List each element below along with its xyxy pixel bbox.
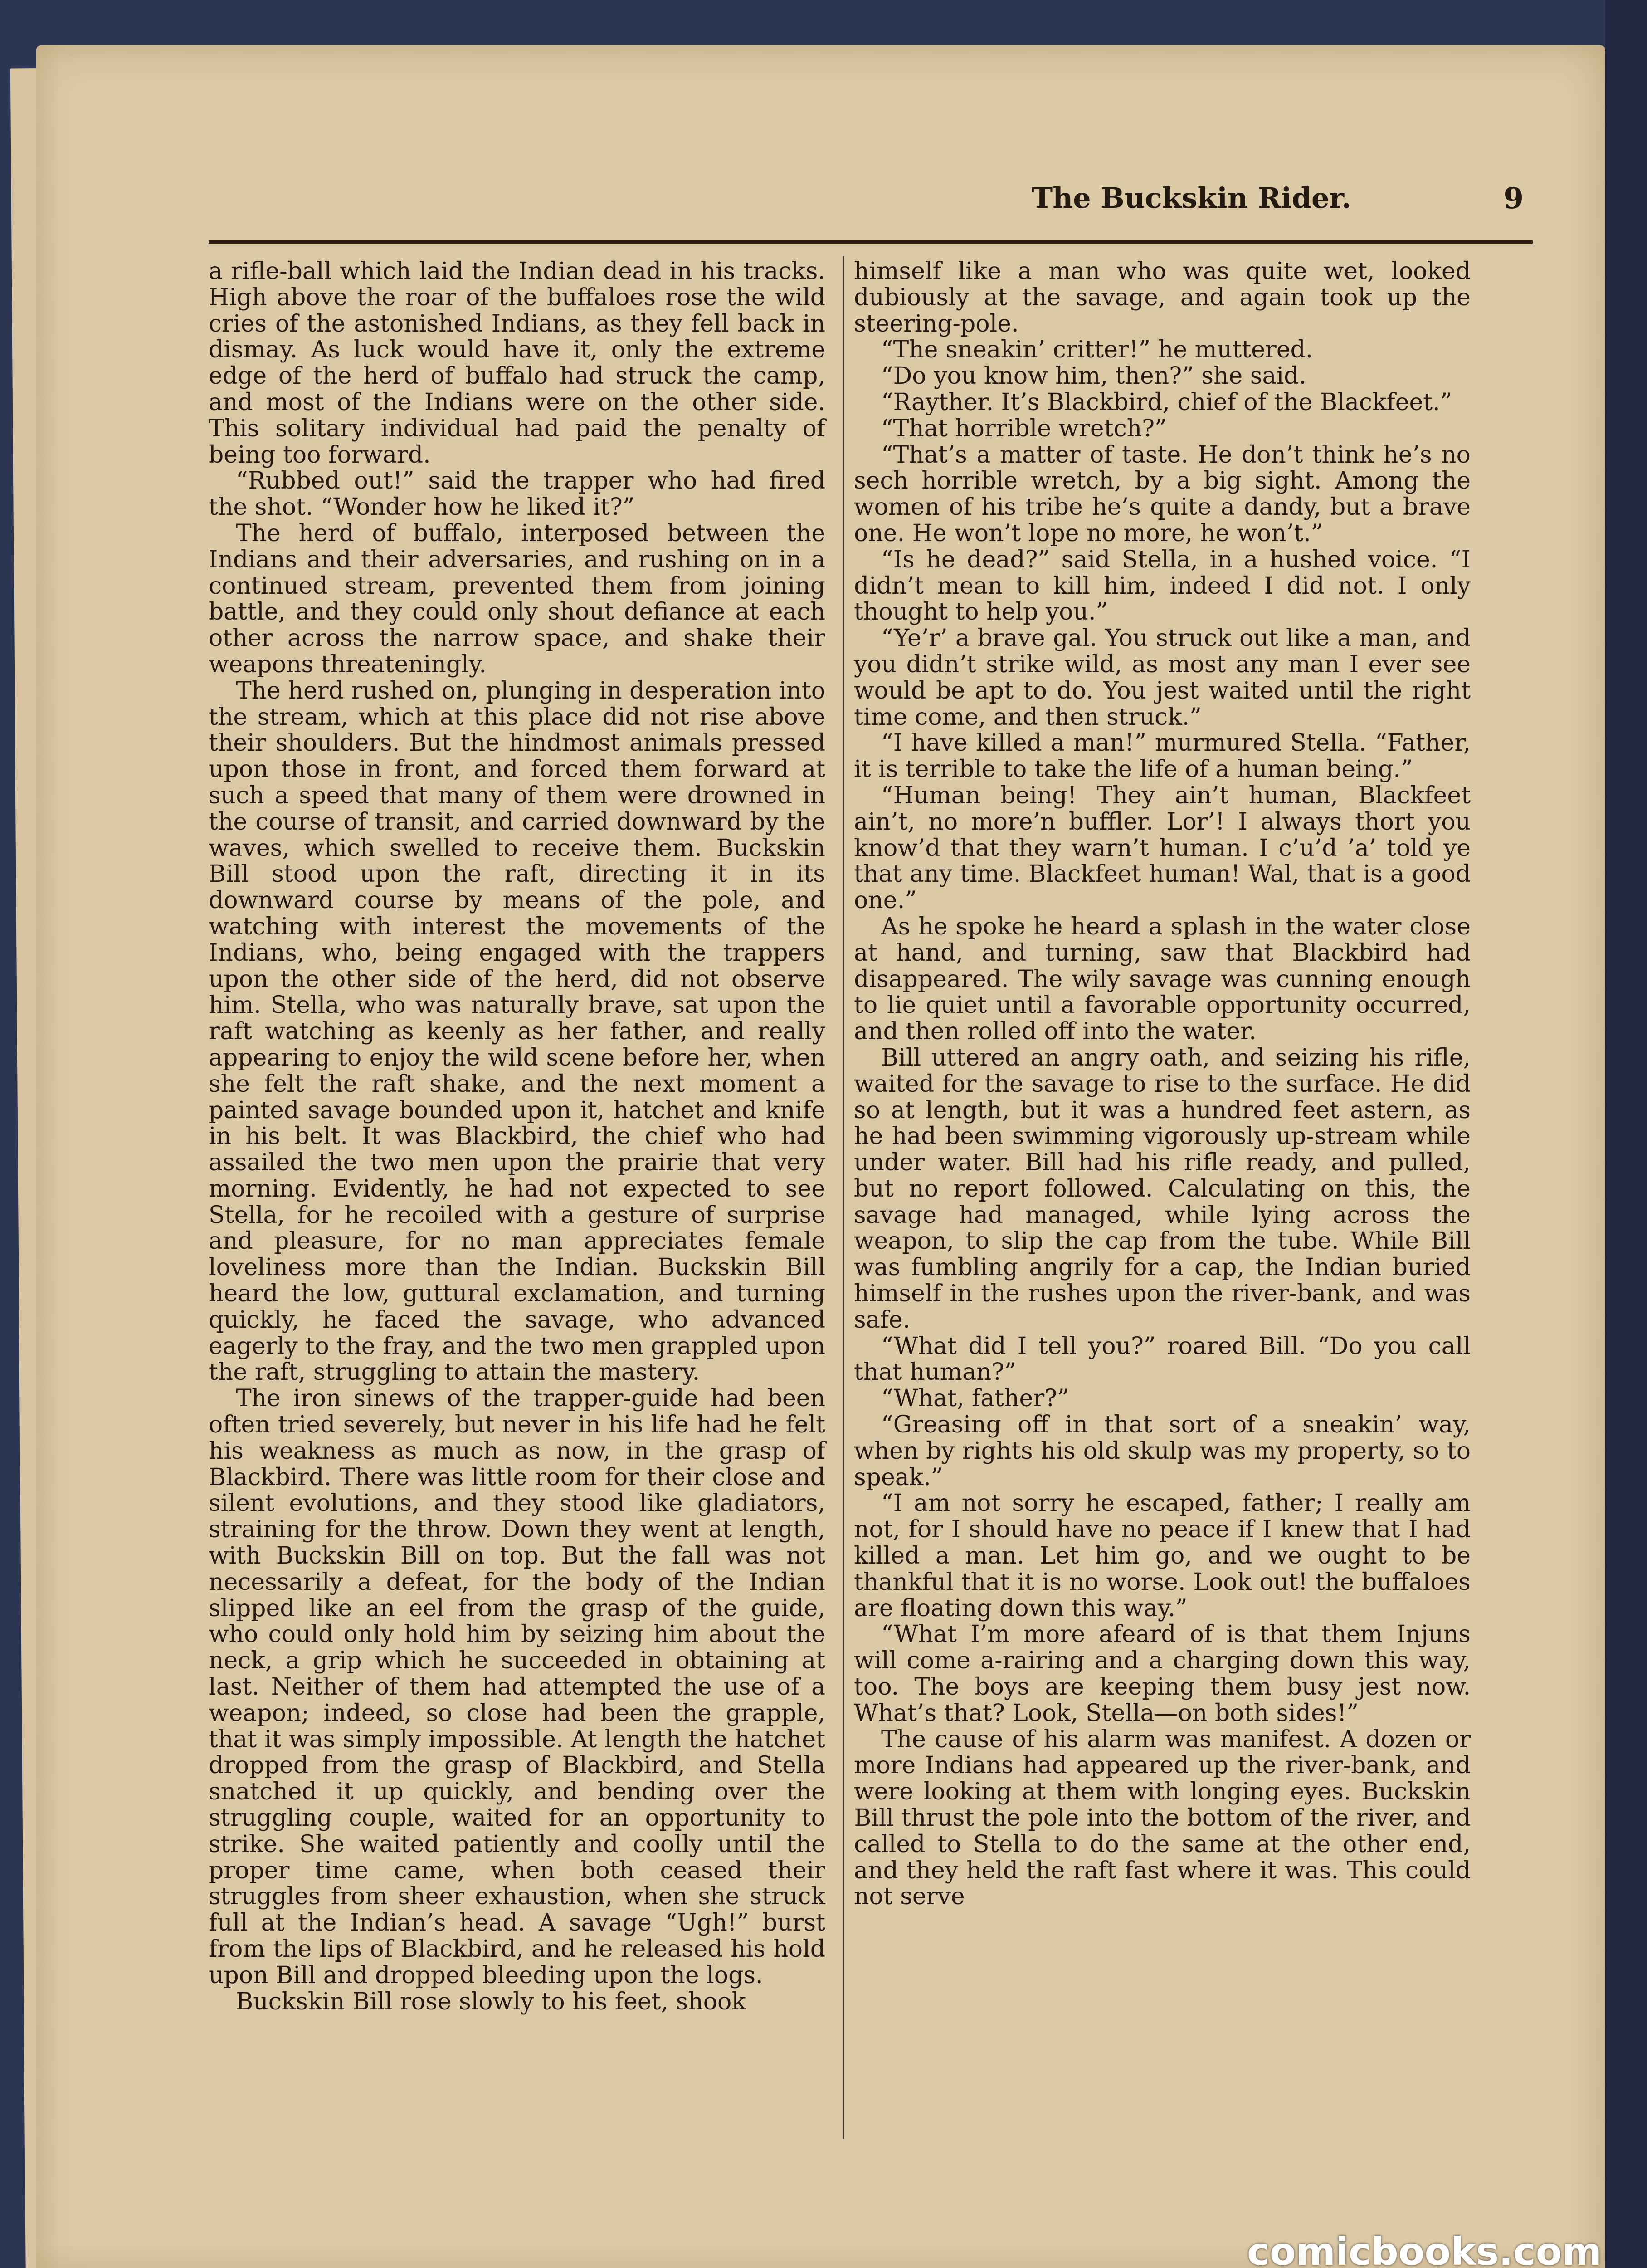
paragraph: “Is he dead?” said Stella, in a hushed voice. “I didn’t mean to kill him, indeed I did not. I only thought to help you.” [854, 546, 1471, 626]
paragraph: “That’s a matter of taste. He don’t think he’s no sech horrible wretch, by a big sight. Among the women of his tribe he’s quite a dandy, but a brave one. He won’t lope no more, he won’t.” [854, 441, 1471, 547]
paragraph: “What did I tell you?” roared Bill. “Do you call that human?” [854, 1332, 1471, 1386]
paragraph: “Do you know him, then?” she said. [881, 362, 1306, 390]
paragraph: “Greasing off in that sort of a sneakin’ way, when by rights his old skulp was my property, so to speak.” [854, 1411, 1471, 1491]
paragraph: As he spoke he heard a splash in the water close at hand, and turning, saw that Blackbird had disappeared. The wily savage was cunning enough to lie quiet until a favorable opportunity occurred, and then rolled off into the water. [854, 913, 1471, 1046]
watermark: comicbooks.com [1247, 2229, 1602, 2268]
paragraph: The herd of buffalo, interposed between the Indians and their adversaries, and rushing on in a continued stream, prevented them from joining battle, and they could only shout defiance at each other across the narrow space, and shake their weapons threateningly. [209, 519, 825, 678]
page-number: 9 [1503, 181, 1524, 215]
paragraph: “I am not sorry he escaped, father; I really am not, for I should have no peace if I knew that I had killed a man. Let him go, and we ought to be thankful that it is no worse. Look out! the buffaloes are floating down this way.” [854, 1490, 1471, 1622]
paragraph: “That horrible wretch?” [881, 415, 1167, 442]
text-column-right [854, 259, 1471, 1910]
paragraph: “What, father?” [881, 1385, 1069, 1413]
paragraph: “The sneakin’ critter!” he muttered. [881, 336, 1313, 364]
text-column-left [209, 259, 825, 2015]
paragraph: “I have killed a man!” murmured Stella. “Father, it is terrible to take the life of a human being.” [854, 729, 1471, 783]
paragraph: The iron sinews of the trapper-guide had been often tried severely, but never in his life had he felt his weakness as much as now, in the grasp of Blackbird. There was little room for their close and silent evolutions, and they stood like gladiators, straining for the throw. Down they went at length, with Buckskin Bill on top. But the fall was not necessarily a defeat, for the body of the Indian slipped like an eel from the grasp of the guide, who could only hold him by seizing him about the neck, a grip which he succeeded in obtaining at last. Neither of them had attempted the use of a weapon; indeed, so close had been the grapple, that it was simply impossible. At length the hatchet dropped from the grasp of Blackbird, and Stella snatched it up quickly, and bending over the struggling couple, waited for an opportunity to strike. She waited patiently and coolly until the proper time came, when both ceased their struggles from sheer exhaustion, when she struck full at the Indian’s head. A savage “Ugh!” burst from the lips of Blackbird, and he released his hold upon Bill and dropped bleeding upon the logs. [209, 1385, 825, 1989]
paragraph: “Human being! They ain’t human, Blackfeet ain’t, no more’n buffler. Lor’! I always thort you know’d that they warn’t human. I c’u’d ’a’ told ye that any time. Blackfeet human! Wal, that is a good one.” [854, 782, 1471, 914]
paragraph: Buckskin Bill rose slowly to his feet, shook [236, 1988, 746, 2015]
paragraph: “Rubbed out!” said the trapper who had fired the shot. “Wonder how he liked it?” [209, 467, 825, 521]
paragraph: a rifle-ball which laid the Indian dead in his tracks. High above the roar of the buffaloes rose the wild cries of the astonished Indians, as they fell back in dismay. As luck would have it, only the extreme edge of the herd of buffalo had struck the camp, and most of the Indians were on the other side. This solitary individual had paid the penalty of being too forward. [209, 258, 825, 469]
running-title: The Buckskin Rider. [1032, 181, 1351, 215]
paragraph: The cause of his alarm was manifest. A dozen or more Indians had appeared up the river-bank, and were looking at them with longing eyes. Buckskin Bill thrust the pole into the bottom of the river, and called to Stella to do the same at the other end, and they held the raft fast where it was. This could not serve [854, 1725, 1471, 1911]
background-right [1605, 0, 1647, 2268]
column-divider [843, 256, 844, 2139]
page-header [118, 181, 1524, 231]
paragraph: “Ye’r’ a brave gal. You struck out like a man, and you didn’t strike wild, as most any man I ever see would be apt to do. You jest waited until the right time come, and then struck.” [854, 625, 1471, 731]
paragraph: Bill uttered an angry oath, and seizing his rifle, waited for the savage to rise to the surface. He did so at length, but it was a hundred feet astern, as he had been swimming vigorously up-stream while under water. Bill had his rifle ready, and pulled, but no report followed. Calculating on this, the savage had managed, while lying across the weapon, to slip the cap from the tube. While Bill was fumbling angrily for a cap, the Indian buried himself in the rushes upon the river-bank, and was safe. [854, 1044, 1471, 1334]
book-page [36, 45, 1605, 2268]
header-rule [209, 240, 1533, 244]
paragraph: himself like a man who was quite wet, looked dubiously at the savage, and again took up the steering-pole. [854, 258, 1471, 337]
paragraph: The herd rushed on, plunging in desperation into the stream, which at this place did not rise above their shoulders. But the hindmost animals pressed upon those in front, and forced them forward at such a speed that many of them were drowned in the course of transit, and carried downward by the waves, which swelled to receive them. Buckskin Bill stood upon the raft, directing it in its downward course by means of the pole, and watching with interest the movements of the Indians, who, being engaged with the trappers upon the other side of the herd, did not observe him. Stella, who was naturally brave, sat upon the raft watching as keenly as her father, and really appearing to enjoy the wild scene before her, when she felt the raft shake, and the next moment a painted savage bounded upon it, hatchet and knife in his belt. It was Blackbird, the chief who had assailed the two men upon the prairie that very morning. Evidently, he had not expected to see Stella, for he recoiled with a gesture of surprise and pleasure, for no man appreciates female loveliness more than the Indian. Buckskin Bill heard the low, guttural exclamation, and turning quickly, he faced the savage, who advanced eagerly to the fray, and the two men grappled upon the raft, struggling to attain the mastery. [209, 677, 825, 1386]
paragraph: “What I’m more afeard of is that them Injuns will come a-rairing and a charging down this way, too. The boys are keeping them busy jest now. What’s that? Look, Stella—on both sides!” [854, 1621, 1471, 1727]
paragraph: “Rayther. It’s Blackbird, chief of the Blackfeet.” [881, 388, 1452, 416]
